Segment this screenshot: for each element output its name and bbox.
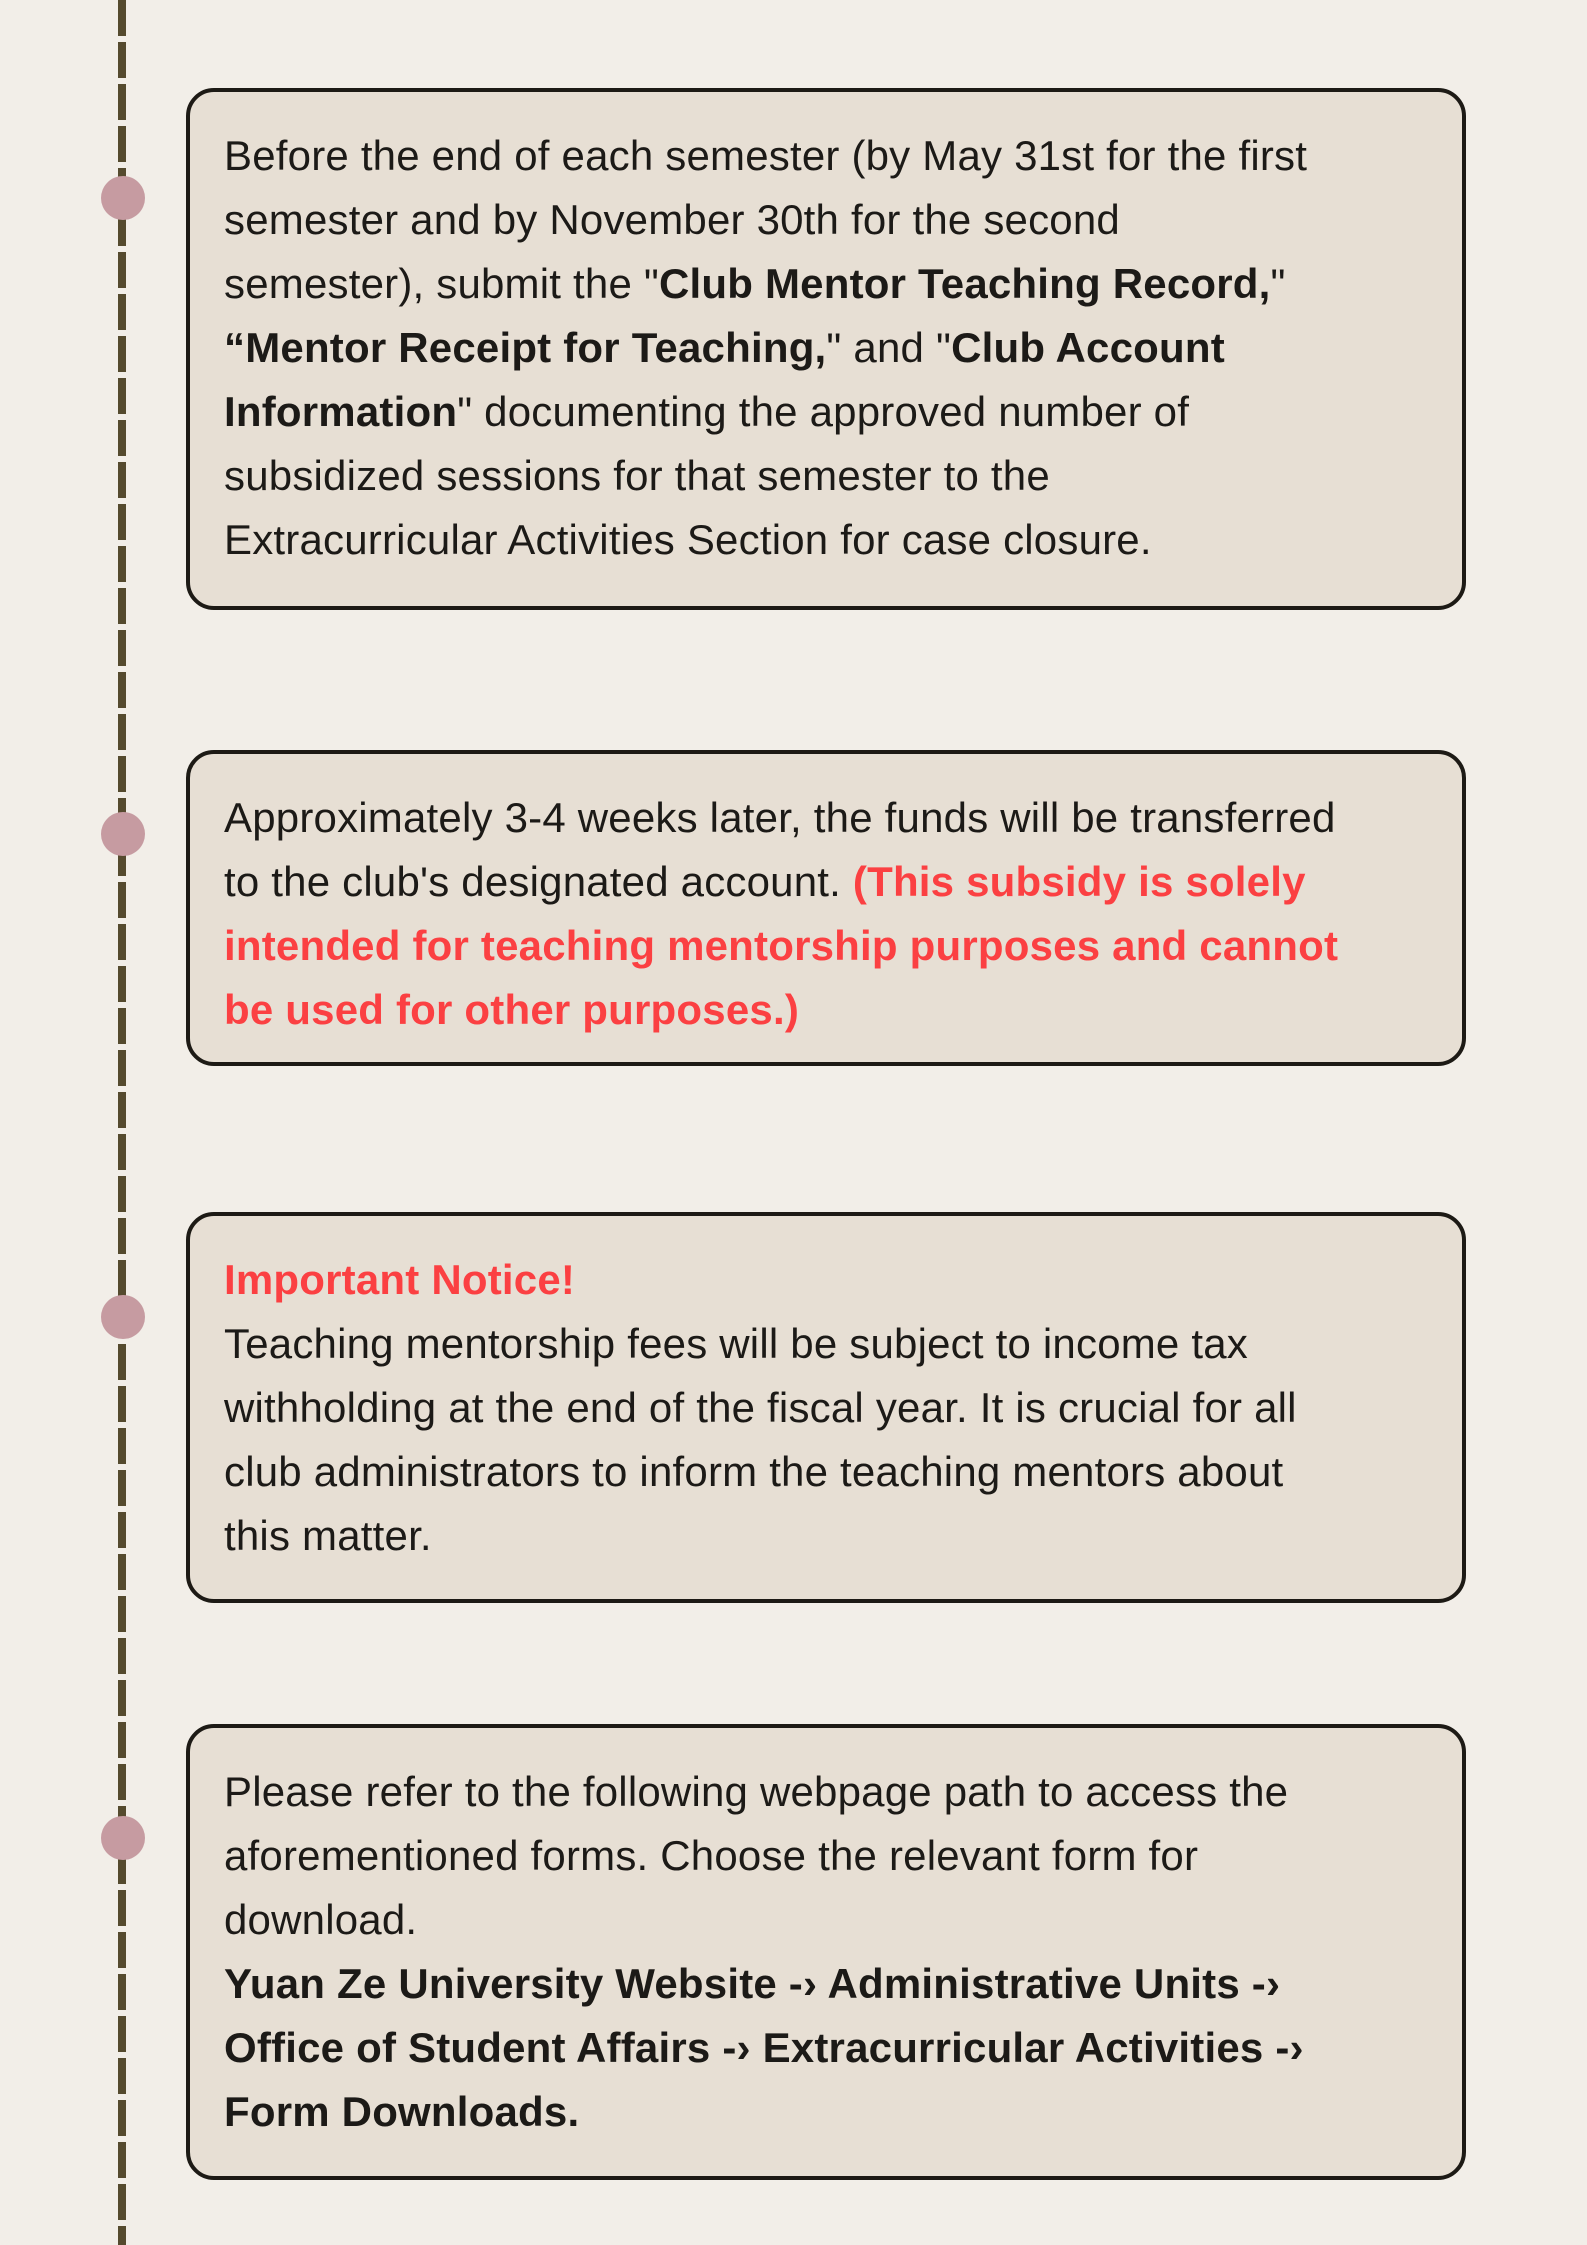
text-segment: Extracurricular Activities Section for case closure.	[224, 516, 1152, 563]
text-line	[224, 1312, 1428, 1376]
text-line	[224, 1760, 1428, 1824]
text-segment-red-bold: intended for teaching mentorship purposes and cannot	[224, 922, 1339, 969]
text-line	[224, 2080, 1428, 2144]
text-segment-bold: Club Mentor Teaching Record,	[658, 260, 1271, 307]
text-segment: subsidized sessions for that semester to the	[224, 452, 1050, 499]
text-segment-bold: Information	[224, 388, 458, 435]
timeline-dot-1	[101, 176, 145, 220]
text-line	[224, 914, 1428, 978]
text-line	[224, 124, 1428, 188]
notice-heading: Important Notice!	[224, 1256, 576, 1303]
text-line	[224, 188, 1428, 252]
timeline-dot-4	[101, 1816, 145, 1860]
text-segment: " and "	[826, 324, 952, 371]
info-card-form-downloads	[186, 1724, 1466, 2180]
text-segment: "	[1270, 260, 1286, 307]
webpage-path-segment: Office of Student Affairs -› Extracurricular Activities -›	[224, 2024, 1304, 2071]
timeline-dashed-line	[118, 0, 126, 2245]
text-segment: aforementioned forms. Choose the relevant form for	[224, 1832, 1199, 1879]
text-line	[224, 1824, 1428, 1888]
info-card-important-notice	[186, 1212, 1466, 1603]
text-segment: withholding at the end of the fiscal year. It is crucial for all	[224, 1384, 1297, 1431]
text-line	[224, 978, 1428, 1042]
text-segment: Please refer to the following webpage path to access the	[224, 1768, 1289, 1815]
text-line	[224, 786, 1428, 850]
text-line	[224, 444, 1428, 508]
text-line	[224, 2016, 1428, 2080]
text-line	[224, 252, 1428, 316]
text-segment: club administrators to inform the teaching mentors about	[224, 1448, 1284, 1495]
text-line	[224, 850, 1428, 914]
text-segment: Approximately 3-4 weeks later, the funds will be transferred	[224, 794, 1336, 841]
timeline-dot-2	[101, 812, 145, 856]
text-segment-red-bold: (This subsidy is solely	[852, 858, 1306, 905]
timeline-dot-3	[101, 1295, 145, 1339]
text-line	[224, 1504, 1428, 1568]
text-segment: " documenting the approved number of	[457, 388, 1190, 435]
text-segment: semester and by November 30th for the second	[224, 196, 1120, 243]
text-segment: download.	[224, 1896, 418, 1943]
text-segment-red-bold: be used for other purposes.)	[224, 986, 799, 1033]
text-segment: Before the end of each semester (by May 31st for the first	[224, 132, 1308, 179]
info-card-funds-transfer	[186, 750, 1466, 1066]
text-segment: semester), submit the "	[224, 260, 659, 307]
webpage-path-segment: Yuan Ze University Website -› Administrative Units -›	[224, 1960, 1281, 2007]
info-card-semester-submission	[186, 88, 1466, 610]
text-line	[224, 1440, 1428, 1504]
text-line	[224, 1376, 1428, 1440]
text-line	[224, 380, 1428, 444]
text-segment-bold: “Mentor Receipt for Teaching,	[224, 324, 827, 371]
text-line	[224, 1952, 1428, 2016]
text-segment: this matter.	[224, 1512, 432, 1559]
text-segment: to the club's designated account.	[224, 858, 853, 905]
text-line	[224, 508, 1428, 572]
webpage-path-segment: Form Downloads.	[224, 2088, 580, 2135]
text-segment-bold: Club Account	[951, 324, 1225, 371]
text-line	[224, 1888, 1428, 1952]
text-segment: Teaching mentorship fees will be subject to income tax	[224, 1320, 1248, 1367]
text-line	[224, 1248, 1428, 1312]
text-line	[224, 316, 1428, 380]
